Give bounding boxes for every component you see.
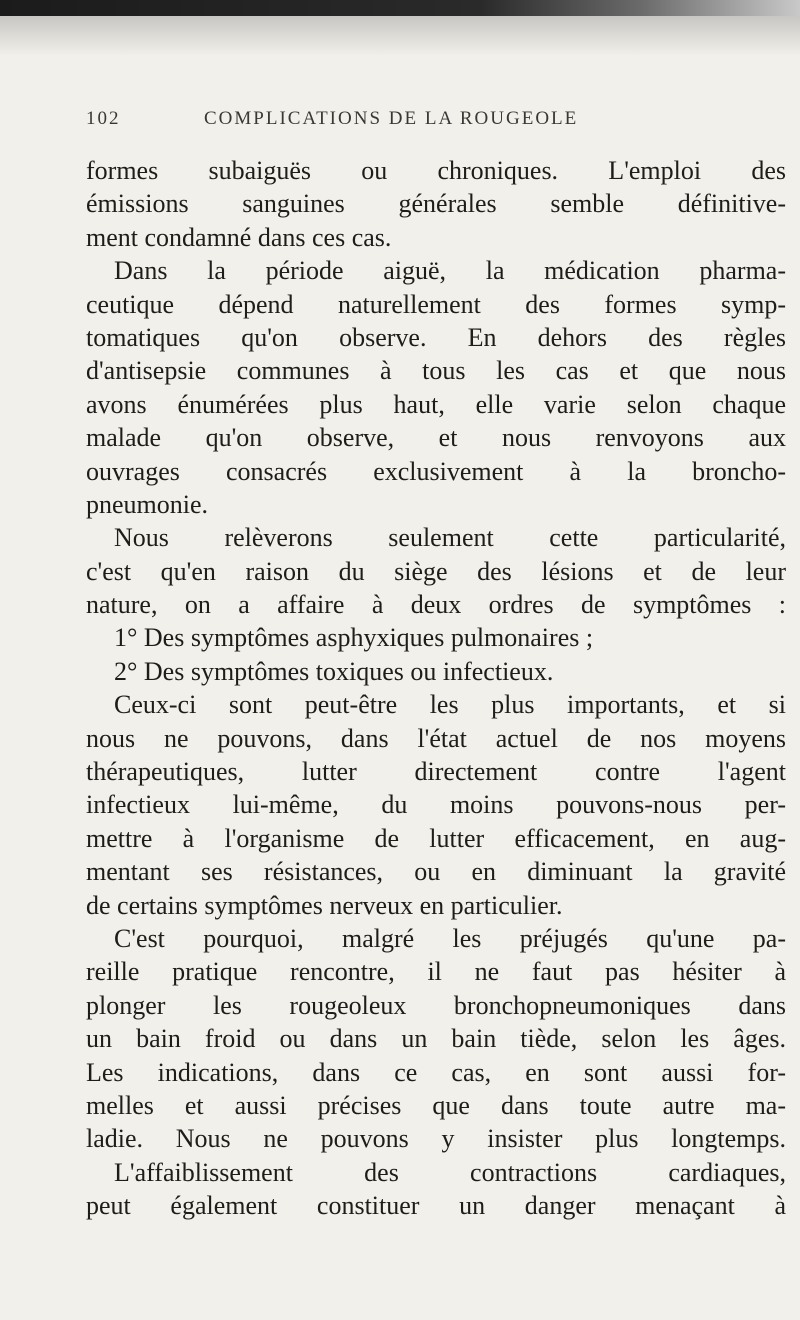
text-line: Les indications, dans ce cas, en sont aussi for-: [86, 1057, 786, 1087]
text-line: L'affaiblissement des contractions cardiaques,: [114, 1157, 786, 1187]
text-line: reille pratique rencontre, il ne faut pas hésiter à: [86, 957, 786, 987]
page-top-shadow: [0, 16, 800, 56]
text-line: de certains symptômes nerveux en particulier.: [86, 890, 563, 920]
text-line: ladie. Nous ne pouvons y insister plus longtemps.: [86, 1124, 786, 1154]
text-line: Nous relèverons seulement cette particularité,: [114, 523, 786, 553]
chapter-title: COMPLICATIONS DE LA ROUGEOLE: [204, 108, 579, 129]
page-number: 102: [86, 108, 121, 129]
text-line: melles et aussi précises que dans toute autre ma-: [86, 1090, 786, 1120]
list-item: 1° Des symptômes asphyxiques pulmonaires ;: [114, 623, 594, 653]
text-line: mentant ses résistances, ou en diminuant la gravité: [86, 857, 786, 887]
text-line: infectieux lui-même, du moins pouvons-nous per-: [86, 790, 786, 820]
text-line: ceutique dépend naturellement des formes symp-: [86, 289, 786, 319]
list-item: 2° Des symptômes toxiques ou infectieux.: [114, 656, 554, 686]
text-line: malade qu'on observe, et nous renvoyons aux: [86, 423, 786, 453]
text-line: avons énumérées plus haut, elle varie selon chaque: [86, 389, 786, 419]
text-line: émissions sanguines générales semble définitive-: [86, 189, 786, 219]
text-line: C'est pourquoi, malgré les préjugés qu'une pa-: [114, 923, 786, 953]
text-line: ment condamné dans ces cas.: [86, 222, 392, 252]
text-line: tomatiques qu'on observe. En dehors des règles: [86, 322, 786, 352]
text-line: peut également constituer un danger menaçant à: [86, 1191, 786, 1221]
text-line: thérapeutiques, lutter directement contre l'agent: [86, 757, 786, 787]
text-line: c'est qu'en raison du siège des lésions et de leur: [86, 556, 786, 586]
text-line: formes subaiguës ou chroniques. L'emploi des: [86, 156, 786, 185]
body-text: [86, 154, 786, 1223]
text-line: d'antisepsie communes à tous les cas et que nous: [86, 356, 786, 386]
text-line: un bain froid ou dans un bain tiède, selon les âges.: [86, 1024, 786, 1054]
text-line: nous ne pouvons, dans l'état actuel de nos moyens: [86, 723, 786, 753]
text-line: Ceux-ci sont peut-être les plus importants, et si: [114, 690, 786, 720]
running-head: [86, 108, 736, 130]
text-line: pneumonie.: [86, 489, 209, 519]
text-line: Dans la période aiguë, la médication pharma-: [114, 256, 786, 286]
page-top-edge: [0, 0, 800, 16]
text-line: plonger les rougeoleux bronchopneumoniques dans: [86, 990, 786, 1020]
text-line: mettre à l'organisme de lutter efficacement, en aug-: [86, 823, 786, 853]
text-line: ouvrages consacrés exclusivement à la broncho-: [86, 456, 786, 486]
text-line: nature, on a affaire à deux ordres de symptômes :: [86, 590, 786, 620]
